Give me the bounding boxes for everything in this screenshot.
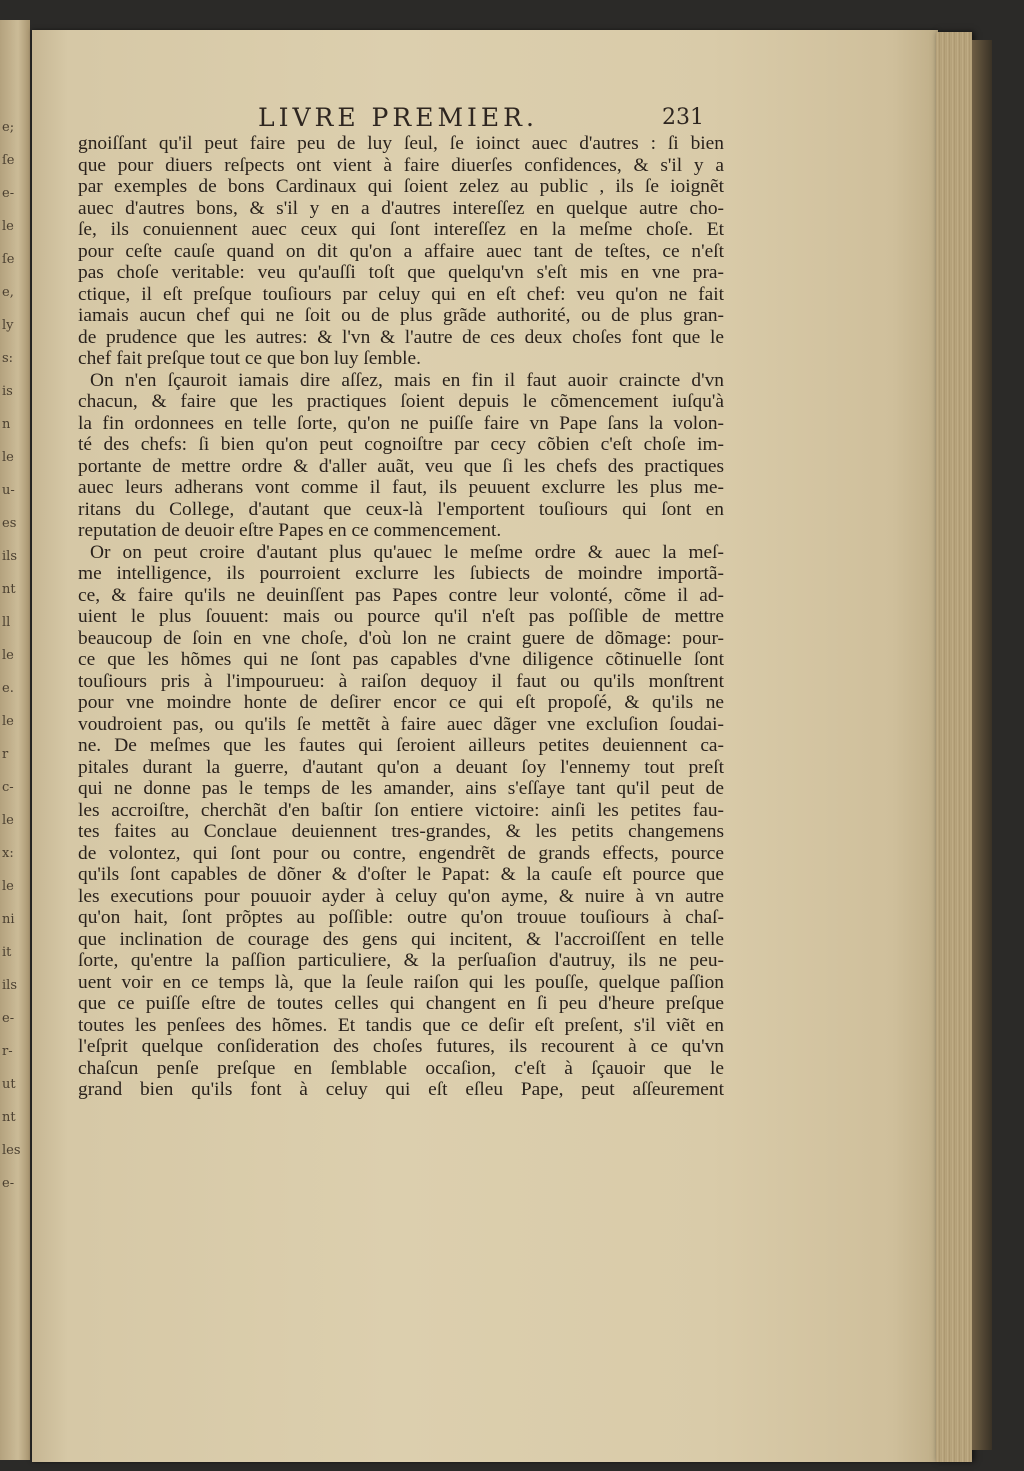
text-line: les executions pour pouuoir ayder à celuy qu'on ayme, & nuire à vn autre: [78, 885, 724, 907]
text-line: la fin ordonnees en telle ſorte, qu'on ne puiſſe faire vn Pape ſans la volon-: [78, 412, 724, 434]
left-page-fragment: r-: [2, 1044, 13, 1059]
left-page-fragment: ly: [2, 318, 14, 333]
left-page-fragment: e,: [2, 285, 14, 300]
text-line: ne. De meſmes que les fautes qui ſeroient ailleurs petites deuiennent ca-: [78, 735, 724, 756]
text-line: touſiours pris à l'impourueu: à raiſon dequoy il faut ou qu'ils monſtrent: [78, 670, 724, 692]
left-page-fragment: nt: [2, 1110, 16, 1125]
text-line: par exemples de bons Cardinaux qui ſoient zelez au public , ils ſe ioignẽt: [78, 176, 724, 197]
text-line: pitales durant la guerre, d'autant qu'on a deuant ſoy l'ennemy tout preſt: [78, 756, 724, 778]
left-page-fragment: ſe: [2, 153, 15, 168]
text-line: ce que les hõmes qui ne ſont pas capables d'vne diligence cõtinuelle ſont: [78, 649, 724, 670]
text-line: ſorte, qu'entre la paſſion particuliere, & la perſuaſion d'autruy, ils ne peu-: [78, 950, 724, 971]
text-line: qu'on hait, ſont prõptes au poſſible: outre qu'on trouue touſiours à chaſ-: [78, 907, 724, 928]
text-line: iamais aucun chef qui ne ſoit ou de plus grãde authorité, ou de plus gran-: [78, 305, 724, 326]
text-line: ritans du College, d'autant que ceux-là l'emportent touſiours qui ſont en: [78, 498, 724, 520]
left-page-fragment: c-: [2, 780, 14, 795]
text-line: portante de mettre ordre & d'aller auãt, veu que ſi les chefs des practiques: [78, 455, 724, 477]
left-page-fragment: es: [2, 516, 17, 531]
text-line: qu'ils ſont capables de dõner & d'oſter le Papat: & la cauſe eſt pource que: [78, 864, 724, 885]
text-line: chacun, & faire que les practiques ſoient depuis le cõmencement iuſqu'à: [78, 391, 724, 412]
text-line: l'eſprit quelque conſideration des choſes futures, ils recourent à ce qu'vn: [78, 1036, 724, 1057]
left-page-fragment: r: [2, 747, 9, 762]
left-page-fragment: le: [2, 648, 14, 663]
left-page-fragment: ſe: [2, 252, 15, 267]
text-line: reputation de deuoir eſtre Papes en ce commencement.: [78, 520, 502, 541]
left-page-fragment: le: [2, 879, 14, 894]
left-page-fragment: le: [2, 450, 14, 465]
text-line: uient le plus ſouuent: mais ou pource qu'il n'eſt pas poſſible de mettre: [78, 606, 724, 627]
page-edges: [936, 32, 972, 1462]
left-page-fragment: e.: [2, 681, 14, 696]
left-page-fragment: e-: [2, 186, 15, 201]
text-line: me intelligence, ils pourroient exclurre les ſubiects de moindre importã-: [78, 563, 724, 584]
page-number: 231: [662, 105, 704, 130]
left-page-fragment: ils: [2, 978, 17, 993]
text-line: pour ceſte cauſe quand on dit qu'on a affaire auec tant de teſtes, ce n'eſt: [78, 240, 724, 262]
left-page-fragment: ni: [2, 912, 15, 927]
left-page-fragment: ils: [2, 549, 17, 564]
text-line: tes faites au Conclaue deuiennent tres-grandes, & les petits changemens: [78, 821, 724, 842]
left-page-fragment: le: [2, 219, 14, 234]
text-line: pour vne moindre honte de deſirer encor ce qui eſt propoſé, & qu'ils ne: [78, 692, 724, 713]
left-page-fragment: ut: [2, 1077, 16, 1092]
text-line: chaſcun penſe preſque en ſemblable occaſion, c'eſt à ſçauoir que le: [78, 1057, 724, 1079]
text-line: gnoiſſant qu'il peut faire peu de luy ſeul, ſe ioinct auec d'autres : ſi bien: [78, 133, 724, 154]
book-cover-edge: [972, 40, 992, 1450]
body-text: [78, 133, 724, 1101]
text-line: auec d'autres bons, & s'il y en a d'autres intereſſez en quelque autre cho-: [78, 197, 724, 219]
text-line: uent voir en ce temps là, que la ſeule raiſon qui les pouſſe, quelque paſſion: [78, 971, 724, 993]
text-line: que pour diuers reſpects ont vient à faire diuerſes confidences, & s'il y a: [78, 154, 724, 176]
text-line: pas choſe veritable: veu qu'auſſi toſt que quelqu'vn s'eſt mis en vne pra-: [78, 262, 724, 283]
left-page-fragment: les: [2, 1143, 21, 1158]
text-line: voudroient pas, ou qu'ils ſe mettẽt à faire auec dãger vne excluſion ſoudai-: [78, 713, 724, 735]
text-line: beaucoup de ſoin en vne choſe, d'où lon ne craint guere de dõmage: pour-: [78, 627, 724, 649]
text-line: toutes les penſees des hõmes. Et tandis que ce deſir eſt preſent, s'il viẽt en: [78, 1014, 724, 1036]
left-page-fragment: ll: [2, 615, 11, 630]
text-line: auec leurs adherans vont comme il faut, ils peuuent exclurre les plus me-: [78, 477, 724, 498]
text-line: On n'en ſçauroit iamais dire aſſez, mais en fin il faut auoir craincte d'vn: [90, 369, 724, 391]
text-line: les accroiſtre, cherchãt d'en baſtir ſon entiere victoire: ainſi les petites fau-: [78, 799, 724, 821]
text-line: qui ne donne pas le temps de les amander, ains s'eſſaye tant qu'il peut de: [78, 778, 724, 799]
left-page-edge: [0, 20, 30, 1460]
text-line: de prudence que les autres: & l'vn & l'autre de ces deux choſes font que le: [78, 326, 724, 348]
left-page-fragment: e-: [2, 1176, 15, 1191]
running-head: LIVRE PREMIER.: [258, 103, 538, 132]
text-line: grand bien qu'ils font à celuy qui eſt eſleu Pape, peut aſſeurement: [78, 1079, 724, 1100]
left-page-fragment: s:: [2, 351, 14, 366]
left-page-fragment: e-: [2, 1011, 15, 1026]
left-page-fragment: it: [2, 945, 12, 960]
left-page-fragment: nt: [2, 582, 16, 597]
text-line: que ce puiſſe eſtre de toutes celles qui changent en ſi peu d'heure preſque: [78, 993, 724, 1014]
text-line: ce, & faire qu'ils ne deuinſſent pas Papes contre leur volonté, cõme il ad-: [78, 584, 724, 606]
text-line: de volontez, qui ſont pour ou contre, engendrẽt de grands effects, pource: [78, 842, 724, 864]
left-page-fragment: u-: [2, 483, 15, 498]
left-page-fragment: e;: [2, 120, 15, 135]
left-page-fragment: le: [2, 714, 14, 729]
left-page-fragment: le: [2, 813, 14, 828]
text-line: ſe, ils conuiennent auec ceux qui ſont intereſſez en la meſme choſe. Et: [78, 219, 724, 240]
left-page-fragment: x:: [2, 846, 14, 861]
text-line: chef fait preſque tout ce que bon luy ſemble.: [78, 348, 421, 369]
text-line: Or on peut croire d'autant plus qu'auec le meſme ordre & auec la meſ-: [90, 541, 724, 563]
text-line: ctique, il eſt preſque touſiours par celuy qui en eſt chef: veu qu'on ne fait: [78, 283, 724, 305]
text-line: té des chefs: ſi bien qu'on peut cognoiſtre par cecy cõbien c'eſt choſe im-: [78, 434, 724, 455]
text-line: que inclination de courage des gens qui incitent, & l'accroiſſent en telle: [78, 928, 724, 950]
left-page-fragment: n: [2, 417, 11, 432]
left-page-fragment: is: [2, 384, 13, 399]
